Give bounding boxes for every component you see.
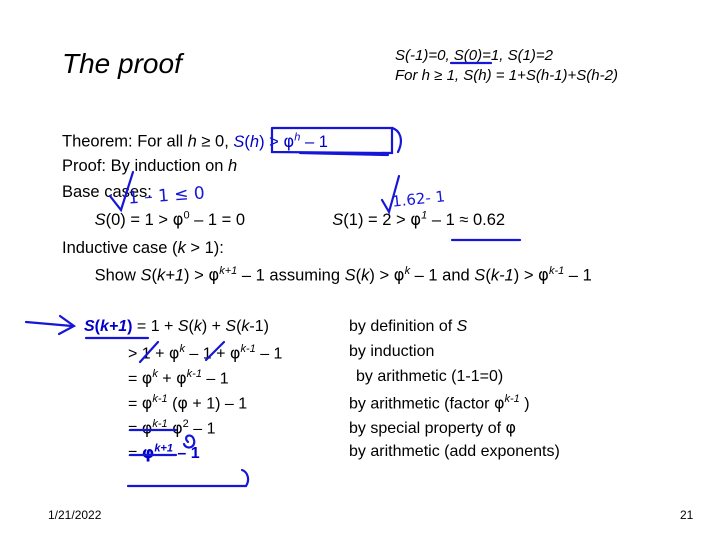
derivation-reason: by special property of φ xyxy=(349,418,517,437)
derivation-reason: by arithmetic (1-1=0) xyxy=(356,368,504,385)
page-title: The proof xyxy=(62,48,182,79)
recurrence-note xyxy=(395,46,618,87)
derivation-reason: by arithmetic (factor $\varphi^{k-1}$ ) xyxy=(349,393,530,413)
proof-body xyxy=(62,132,592,292)
inductive-show-line: Show $S(k+1) > \varphi^{k+1} - 1$ assuming $S(k) > \varphi^k - 1$ and $S(k-1) > \varphi^{k-1} - 1$ xyxy=(90,265,592,285)
derivation-reason: by definition of S xyxy=(349,318,468,335)
theorem-line: Theorem: For all h ≥ 0, $S(h) > \varphi^h - 1$ xyxy=(62,131,328,151)
derivation-reason: by induction xyxy=(349,343,435,360)
ink-note-base-case-zero: 1 – 1 ≤ 0 xyxy=(127,183,206,209)
recurrence-note-line-2: For h ≥ 1, S(h) = 1+S(h-1)+S(h-2) xyxy=(395,67,618,85)
ink-note-base-case-one: 1.62- 1 xyxy=(391,187,446,211)
slide-canvas: The proof S(-1)=0, S(0)=1, S(1)=2 For h ≥ 1, S(h) = 1+S(h-1)+S(h-2) Theorem: For all h ≥ 0, $S(h) > \varphi^h - 1$ Proof: By induction on h Base cases: $S(0) = 1 > \varphi^0 - 1 = 0$ $S(1) = 2 > \varphi^1 - 1 \approx 0.62$ Inductive case (k > 1): Show $S(k+1) > \varphi^{k+1} - 1$ assuming $S(k) > \varphi^k - 1$ and $S(k-1) > \varphi^{k-1} - 1$ S(k+1) = 1 + S(k) + S(k-1) by definition of S > $1 + \varphi^k - 1 + \varphi^{k-1} - 1$ by induction = $\varphi^k + \varphi^{k-1} - 1$ by arithmetic (1-1=0) = $\varphi^{k-1}$ (φ + 1) – 1 by arithmetic (factor $\varphi^{k-1}$ ) = $\varphi^{k-1}$ $\varphi^2 - 1$ by special property of φ = $\varphi^{k+1} - 1$ by arithmetic (add exponents) 1 – 1 ≤ 0 1.62- 1 1/21/2022 21 xyxy=(0,0,720,540)
recurrence-note-line-1: S(-1)=0, S(0)=1, S(1)=2 xyxy=(395,47,554,64)
base-cases-label: Base cases: xyxy=(62,183,152,201)
derivation-highlight-result: $\varphi^{k+1} - 1$ xyxy=(141,443,200,463)
footer-date: 1/21/2022 xyxy=(48,508,102,522)
footer-page-number: 21 xyxy=(680,508,694,522)
derivation-highlight-lhs: S(k+1) xyxy=(84,318,133,335)
theorem-claim: $S(h) > \varphi^h - 1$ xyxy=(233,131,328,151)
base-case-one: $S(1) = 2 > \varphi^1 - 1 \approx 0.62$ xyxy=(332,209,506,229)
derivation-reason: by arithmetic (add exponents) xyxy=(349,443,560,460)
base-case-zero: $S(0) = 1 > \varphi^0 - 1 = 0$ xyxy=(94,209,250,229)
inductive-case-label: Inductive case (k > 1): xyxy=(62,239,224,257)
proof-method-line: Proof: By induction on h xyxy=(62,157,238,175)
base-cases-row xyxy=(62,210,592,240)
